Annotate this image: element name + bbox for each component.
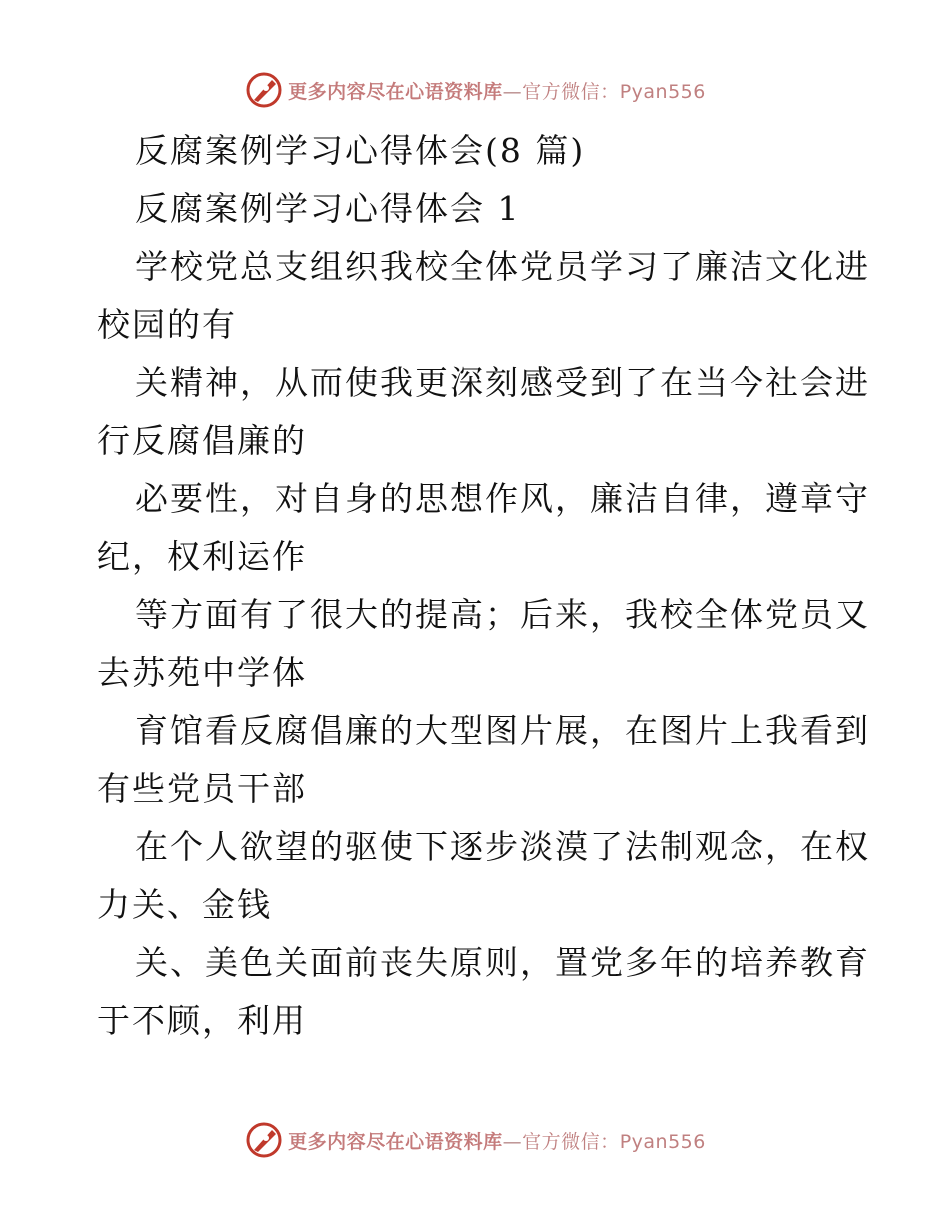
- pen-logo-icon: [244, 1120, 284, 1160]
- footer-main-text: 更多内容尽在心语资料库: [288, 1130, 503, 1153]
- body-line: 有些党员干部: [97, 769, 307, 808]
- header-main-text: 更多内容尽在心语资料库: [288, 80, 503, 103]
- body-line: 力关、金钱: [97, 885, 272, 924]
- header-wechat-id: Pyan556: [619, 80, 706, 103]
- section-heading: 反腐案例学习心得体会 1: [135, 189, 521, 228]
- body-line: 校园的有: [97, 305, 237, 344]
- body-line: 去苏苑中学体: [97, 653, 307, 692]
- body-line: 关、美色关面前丧失原则，置党多年的培养教育: [135, 943, 870, 982]
- header-wechat-label: 官方微信：: [522, 80, 620, 103]
- body-line: 育馆看反腐倡廉的大型图片展，在图片上我看到: [135, 711, 870, 750]
- body-line: 学校党总支组织我校全体党员学习了廉洁文化进: [135, 247, 870, 286]
- body-line: 纪，权利运作: [97, 537, 307, 576]
- footer-wechat-label: 官方微信：: [522, 1130, 620, 1153]
- footer-separator: —: [502, 1130, 523, 1153]
- document-body: [97, 122, 870, 1050]
- document-title: 反腐案例学习心得体会(8 篇): [135, 131, 586, 170]
- body-line: 等方面有了很大的提高；后来，我校全体党员又: [135, 595, 870, 634]
- footer-banner: [0, 1118, 950, 1162]
- footer-wechat-id: Pyan556: [619, 1130, 706, 1153]
- header-banner: [0, 68, 950, 112]
- header-separator: —: [502, 80, 523, 103]
- pen-logo-icon: [244, 70, 284, 110]
- body-line: 行反腐倡廉的: [97, 421, 307, 460]
- body-line: 必要性，对自身的思想作风，廉洁自律，遵章守: [135, 479, 870, 518]
- body-line: 关精神，从而使我更深刻感受到了在当今社会进: [135, 363, 870, 402]
- body-line: 于不顾，利用: [97, 1001, 307, 1040]
- body-line: 在个人欲望的驱使下逐步淡漠了法制观念，在权: [135, 827, 870, 866]
